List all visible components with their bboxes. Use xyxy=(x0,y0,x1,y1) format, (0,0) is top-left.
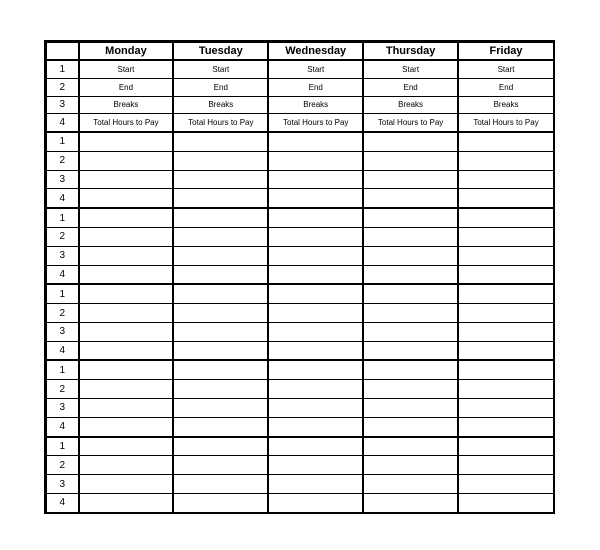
entry-row xyxy=(47,475,554,494)
entry-cell[interactable] xyxy=(268,189,363,208)
entry-cell[interactable] xyxy=(268,322,363,341)
entry-cell[interactable] xyxy=(458,304,553,323)
row-label: Breaks xyxy=(268,96,363,114)
entry-cell[interactable] xyxy=(363,208,458,227)
entry-cell[interactable] xyxy=(363,170,458,189)
entry-cell[interactable] xyxy=(268,246,363,265)
entry-cell[interactable] xyxy=(79,284,174,303)
entry-row xyxy=(47,189,554,208)
entry-cell[interactable] xyxy=(363,360,458,379)
entry-cell[interactable] xyxy=(458,437,553,456)
row-number: 4 xyxy=(47,189,79,208)
entry-cell[interactable] xyxy=(458,456,553,475)
entry-cell[interactable] xyxy=(79,132,174,151)
entry-row xyxy=(47,304,554,323)
entry-cell[interactable] xyxy=(268,417,363,436)
row-label: End xyxy=(173,78,268,96)
entry-cell[interactable] xyxy=(268,132,363,151)
row-label: Total Hours to Pay xyxy=(458,114,553,132)
entry-cell[interactable] xyxy=(363,417,458,436)
entry-row xyxy=(47,284,554,303)
row-number: 4 xyxy=(47,493,79,512)
entry-cell[interactable] xyxy=(79,227,174,246)
entry-cell[interactable] xyxy=(173,227,268,246)
row-label: End xyxy=(79,78,174,96)
row-label: Total Hours to Pay xyxy=(268,114,363,132)
entry-cell[interactable] xyxy=(173,437,268,456)
entry-row xyxy=(47,265,554,284)
row-label: Start xyxy=(268,60,363,78)
row-number: 3 xyxy=(47,96,79,114)
row-label: Start xyxy=(363,60,458,78)
entry-cell[interactable] xyxy=(173,304,268,323)
row-label: Total Hours to Pay xyxy=(363,114,458,132)
entry-row xyxy=(47,417,554,436)
row-number: 2 xyxy=(47,380,79,399)
row-label: Start xyxy=(173,60,268,78)
entry-cell[interactable] xyxy=(458,170,553,189)
label-row xyxy=(47,96,554,114)
entry-cell[interactable] xyxy=(363,304,458,323)
entry-row xyxy=(47,380,554,399)
entry-cell[interactable] xyxy=(363,341,458,360)
entry-cell[interactable] xyxy=(268,151,363,170)
entry-row xyxy=(47,246,554,265)
entry-cell[interactable] xyxy=(458,417,553,436)
entry-cell[interactable] xyxy=(458,151,553,170)
entry-cell[interactable] xyxy=(173,360,268,379)
entry-cell[interactable] xyxy=(173,265,268,284)
row-label: Start xyxy=(458,60,553,78)
entry-cell[interactable] xyxy=(268,265,363,284)
entry-cell[interactable] xyxy=(268,284,363,303)
entry-cell[interactable] xyxy=(173,475,268,494)
entry-cell[interactable] xyxy=(79,437,174,456)
header-row xyxy=(47,43,554,61)
row-label: Breaks xyxy=(79,96,174,114)
row-label: End xyxy=(458,78,553,96)
row-number: 3 xyxy=(47,170,79,189)
entry-cell[interactable] xyxy=(268,341,363,360)
entry-cell[interactable] xyxy=(363,437,458,456)
entry-cell[interactable] xyxy=(268,170,363,189)
row-label: Total Hours to Pay xyxy=(173,114,268,132)
row-number: 2 xyxy=(47,151,79,170)
entry-cell[interactable] xyxy=(458,341,553,360)
entry-cell[interactable] xyxy=(79,189,174,208)
label-row xyxy=(47,78,554,96)
entry-cell[interactable] xyxy=(363,265,458,284)
entry-cell[interactable] xyxy=(79,322,174,341)
entry-cell[interactable] xyxy=(79,304,174,323)
entry-cell[interactable] xyxy=(458,208,553,227)
entry-cell[interactable] xyxy=(458,189,553,208)
entry-row xyxy=(47,208,554,227)
entry-cell[interactable] xyxy=(458,399,553,418)
entry-cell[interactable] xyxy=(173,399,268,418)
entry-row xyxy=(47,493,554,512)
entry-cell[interactable] xyxy=(79,417,174,436)
row-number: 4 xyxy=(47,265,79,284)
entry-cell[interactable] xyxy=(268,360,363,379)
entry-cell[interactable] xyxy=(79,246,174,265)
row-number: 1 xyxy=(47,132,79,151)
entry-row xyxy=(47,170,554,189)
entry-cell[interactable] xyxy=(173,170,268,189)
row-number: 3 xyxy=(47,399,79,418)
entry-cell[interactable] xyxy=(363,456,458,475)
entry-cell[interactable] xyxy=(173,246,268,265)
entry-cell[interactable] xyxy=(79,475,174,494)
entry-cell[interactable] xyxy=(458,246,553,265)
entry-cell[interactable] xyxy=(363,475,458,494)
entry-cell[interactable] xyxy=(79,208,174,227)
entry-cell[interactable] xyxy=(458,380,553,399)
entry-cell[interactable] xyxy=(173,151,268,170)
entry-cell[interactable] xyxy=(173,380,268,399)
timesheet xyxy=(44,40,555,514)
row-number: 3 xyxy=(47,246,79,265)
row-label: Breaks xyxy=(363,96,458,114)
day-header: Thursday xyxy=(363,43,458,61)
row-number: 1 xyxy=(47,360,79,379)
entry-row xyxy=(47,437,554,456)
label-row xyxy=(47,60,554,78)
entry-cell[interactable] xyxy=(268,475,363,494)
entry-cell[interactable] xyxy=(268,399,363,418)
entry-cell[interactable] xyxy=(458,475,553,494)
entry-cell[interactable] xyxy=(363,227,458,246)
entry-cell[interactable] xyxy=(268,493,363,512)
row-number: 3 xyxy=(47,475,79,494)
row-label: Breaks xyxy=(458,96,553,114)
entry-cell[interactable] xyxy=(268,437,363,456)
entry-row xyxy=(47,132,554,151)
entry-cell[interactable] xyxy=(173,341,268,360)
entry-cell[interactable] xyxy=(268,304,363,323)
day-header: Friday xyxy=(458,43,553,61)
entry-cell[interactable] xyxy=(79,265,174,284)
entry-cell[interactable] xyxy=(363,322,458,341)
entry-cell[interactable] xyxy=(79,493,174,512)
entry-cell[interactable] xyxy=(268,208,363,227)
entry-cell[interactable] xyxy=(79,380,174,399)
entry-cell[interactable] xyxy=(363,132,458,151)
day-header: Monday xyxy=(79,43,174,61)
entry-cell[interactable] xyxy=(79,456,174,475)
entry-row xyxy=(47,227,554,246)
row-number: 4 xyxy=(47,114,79,132)
row-label: End xyxy=(363,78,458,96)
entry-cell[interactable] xyxy=(268,227,363,246)
entry-cell[interactable] xyxy=(458,227,553,246)
entry-cell[interactable] xyxy=(173,189,268,208)
day-header: Tuesday xyxy=(173,43,268,61)
entry-row xyxy=(47,341,554,360)
entry-cell[interactable] xyxy=(458,265,553,284)
entry-cell[interactable] xyxy=(173,208,268,227)
entry-cell[interactable] xyxy=(458,322,553,341)
row-number: 3 xyxy=(47,322,79,341)
entry-cell[interactable] xyxy=(363,151,458,170)
row-number: 1 xyxy=(47,208,79,227)
row-number: 1 xyxy=(47,437,79,456)
entry-cell[interactable] xyxy=(79,341,174,360)
entry-cell[interactable] xyxy=(79,151,174,170)
row-number: 1 xyxy=(47,284,79,303)
entry-row xyxy=(47,151,554,170)
entry-cell[interactable] xyxy=(363,189,458,208)
entry-cell[interactable] xyxy=(458,493,553,512)
entry-cell[interactable] xyxy=(173,284,268,303)
row-number: 4 xyxy=(47,341,79,360)
row-number: 2 xyxy=(47,78,79,96)
entry-cell[interactable] xyxy=(458,360,553,379)
entry-cell[interactable] xyxy=(458,132,553,151)
entry-cell[interactable] xyxy=(268,456,363,475)
row-number: 2 xyxy=(47,227,79,246)
timesheet-table xyxy=(46,42,553,512)
entry-row xyxy=(47,456,554,475)
row-number: 2 xyxy=(47,456,79,475)
row-number: 2 xyxy=(47,304,79,323)
row-number: 1 xyxy=(47,60,79,78)
row-label: Breaks xyxy=(173,96,268,114)
label-row xyxy=(47,114,554,132)
row-label: Total Hours to Pay xyxy=(79,114,174,132)
entry-cell[interactable] xyxy=(173,456,268,475)
day-header: Wednesday xyxy=(268,43,363,61)
entry-cell[interactable] xyxy=(363,493,458,512)
entry-cell[interactable] xyxy=(173,493,268,512)
entry-row xyxy=(47,322,554,341)
entry-row xyxy=(47,360,554,379)
entry-cell[interactable] xyxy=(363,246,458,265)
entry-cell[interactable] xyxy=(173,322,268,341)
row-number: 4 xyxy=(47,417,79,436)
entry-cell[interactable] xyxy=(268,380,363,399)
entry-cell[interactable] xyxy=(173,132,268,151)
entry-cell[interactable] xyxy=(79,170,174,189)
entry-cell[interactable] xyxy=(458,284,553,303)
row-label: End xyxy=(268,78,363,96)
entry-cell[interactable] xyxy=(173,417,268,436)
entry-row xyxy=(47,399,554,418)
entry-cell[interactable] xyxy=(363,380,458,399)
entry-cell[interactable] xyxy=(363,399,458,418)
corner-cell xyxy=(47,43,79,61)
row-label: Start xyxy=(79,60,174,78)
entry-cell[interactable] xyxy=(79,360,174,379)
entry-cell[interactable] xyxy=(363,284,458,303)
entry-cell[interactable] xyxy=(79,399,174,418)
